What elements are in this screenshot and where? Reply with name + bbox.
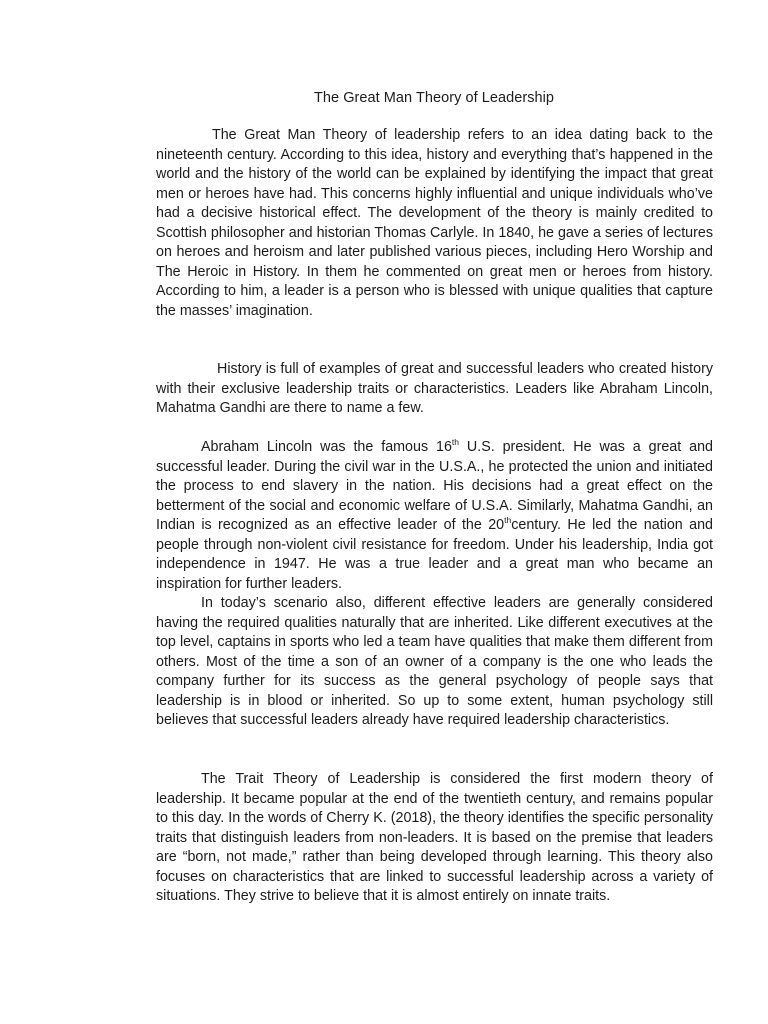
paragraph-history-examples: History is full of examples of great and successful leaders who created history with their exclusive leadership traits or characteristics. Leaders like Abraham Lincoln, Mahatma Gandhi are there to name a few. [156, 361, 713, 416]
paragraph-text-segment: Abraham Lincoln was the famous 16 [201, 439, 452, 455]
ordinal-suffix: th [451, 437, 459, 448]
document-title: The Great Man Theory of Leadership [313, 90, 554, 106]
paragraph-todays-scenario: In today’s scenario also, different effective leaders are generally considered having the required qualities naturally that are inherited. Like different executives at the top level, captains in sports who led a team have qualities that make them different from others. Most of the time a son of an owner of a company is the one who leads the company further for its success as the general psychology of people says that leadership is in blood or inherited. So up to some extent, human psychology still believes that successful leaders already have required leadership characteristics. [156, 595, 713, 728]
paragraph-trait-theory: The Trait Theory of Leadership is considered the first modern theory of leadership. It became popular at the end of the twentieth century, and remains popular to this day. In the words of Cherry K. (2018), the theory identifies the specific personality traits that distinguish leaders from non-leaders. It is based on the premise that leaders are “born, not made,” rather than being developed through learning. This theory also focuses on characteristics that are linked to successful leadership across a variety of situations. They strive to believe that it is almost entirely on innate traits. [156, 771, 713, 904]
paragraph-text-segment: century. He led the nation and people through non-violent civil resistance for freedom. Under his leadership, India got independence in 1947. He was a true leader and a great man who became an inspiration for further leaders. [156, 517, 713, 592]
paragraph-text-segment: U.S. president. He was a great and successful leader. During the civil war in the U.S.A., he protected the union and initiated the process to end slavery in the nation. His decisions had a great effect on the betterment of the social and economic welfare of U.S.A. Similarly, Mahatma Gandhi, an Indian is recognized as an effective leader of the 20 [156, 439, 713, 533]
paragraph-lincoln-gandhi [156, 438, 713, 594]
ordinal-suffix: th [504, 515, 512, 526]
paragraph-great-man-theory: The Great Man Theory of leadership refers to an idea dating back to the nineteenth century. According to this idea, history and everything that’s happened in the world and the history of the world can be explained by identifying the impact that great men or heroes have had. This concerns highly influential and unique individuals who’ve had a decisive historical effect. The development of the theory is mainly credited to Scottish philosopher and historian Thomas Carlyle. In 1840, he gave a series of lectures on heroes and heroism and later published various pieces, including Hero Worship and The Heroic in History. In them he commented on great men or heroes from history. According to him, a leader is a person who is blessed with unique qualities that capture the masses’ imagination. [156, 127, 713, 319]
